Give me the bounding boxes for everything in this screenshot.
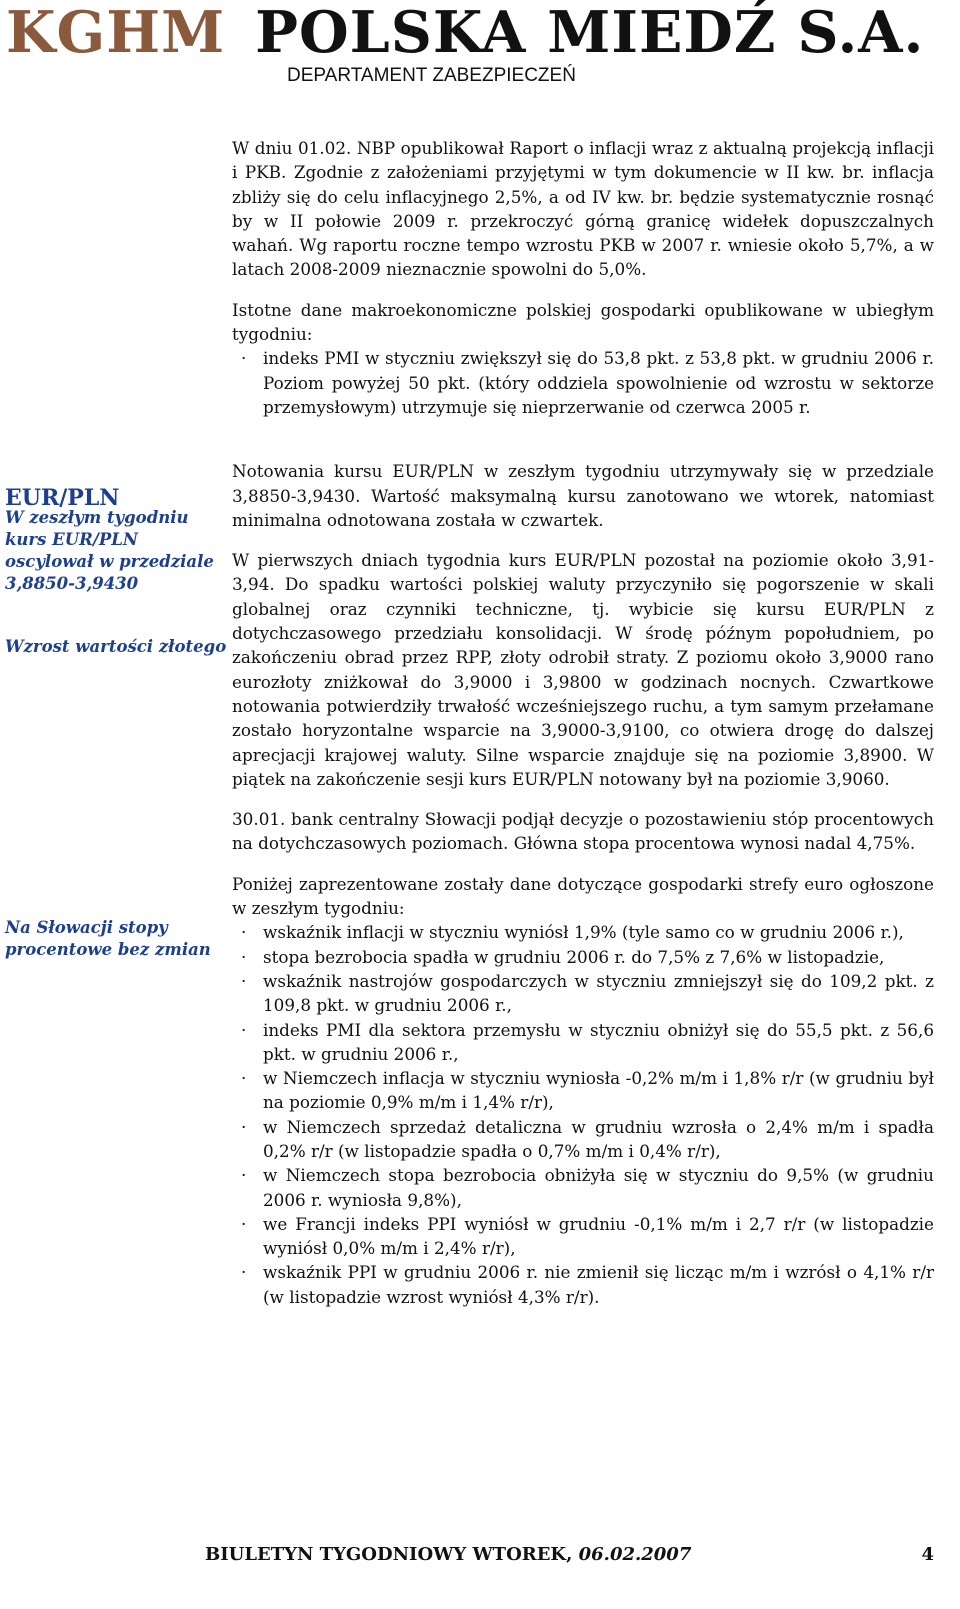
list-item: · wskaźnik inflacji w styczniu wyniósł 1,9% (tyle samo co w grudniu 2006 r.), [232, 920, 934, 944]
department-title: DEPARTAMENT ZABEZPIECZEŃ [287, 65, 576, 86]
sidebar-note-range: W zeszłym tygodniu kurs EUR/PLN oscylował w przedziale 3,8850-3,9430 [5, 508, 214, 593]
sidebar-note-slovakia: Na Słowacji stopy procentowe bez zmian [5, 918, 211, 959]
sidebar-title: EUR/PLN [5, 485, 120, 511]
paragraph-eurpln-range: Notowania kursu EUR/PLN w zeszłym tygodniu utrzymywały się w przedziale 3,8850-3,9430. Wartość maksymalną kursu zanotowano we wtorek, natomiast minimalna odnotowana została w czwartek. [232, 461, 934, 530]
brand-logo [6, 2, 924, 64]
list-item: · w Niemczech stopa bezrobocia obniżyła się w styczniu do 9,5% (w grudniu 2006 r. wyniosła 9,8%), [232, 1163, 934, 1212]
list-item: · stopa bezrobocia spadła w grudniu 2006 r. do 7,5% z 7,6% w listopadzie, [232, 945, 934, 969]
footer-bulletin [205, 1544, 691, 1565]
brand-kghm: KGHM [6, 0, 226, 66]
footer-date: 06.02.2007 [578, 1544, 692, 1565]
paragraph-eurpln-detail: W pierwszych dniach tygodnia kurs EUR/PLN pozostał na poziomie około 3,91-3,94. Do spadku wartości polskiej waluty przyczyniło się pogorszenie w skali globalnej oraz czynniki techniczne, tj. wybicie się kursu EUR/PLN z dotychczasowego przedziału konsolidacji. W środę późnym popołudniem, po zakończeniu obrad przez RPP, złoty odrobił straty. Z poziomu około 3,9000 rano eurozłoty zniżkował do 3,9000 i 3,9800 w godzinach nocnych. Czwartkowe notowania potwierdziły trwałość wcześniejszego ruchu, a tym samym przełamane zostało horyzontalne wsparcie na 3,9000-3,9100, co otwiera drogę do dalszej aprecjacji krajowej waluty. Silne wsparcie znajduje się na poziomie 3,8900. W piątek na zakończenie sesji kurs EUR/PLN notowany był na poziomie 3,9060. [232, 550, 934, 789]
list-item: · wskaźnik PPI w grudniu 2006 r. nie zmienił się licząc m/m i wzrósł o 4,1% r/r (w listopadzie wzrost wyniósł 4,3% r/r). [232, 1260, 934, 1309]
page-footer [205, 1540, 934, 1570]
list-item: · wskaźnik nastrojów gospodarczych w styczniu zmniejszył się do 109,2 pkt. z 109,8 pkt. w grudniu 2006 r., [232, 969, 934, 1018]
list-eurozone-data [232, 920, 934, 1309]
footer-bulletin-title: BIULETYN TYGODNIOWY WTOREK, [205, 1544, 573, 1565]
list-polish-data [232, 346, 934, 419]
paragraph-slovakia: 30.01. bank centralny Słowacji podjął decyzje o pozostawieniu stóp procentowych na dotychczasowych poziomach. Główna stopa procentowa wynosi nadal 4,75%. [232, 809, 934, 854]
paragraph-macro-intro: Istotne dane makroekonomiczne polskiej gospodarki opublikowane w ubiegłym tygodniu: [232, 299, 934, 345]
paragraph-eurozone-intro: Poniżej zaprezentowane zostały dane dotyczące gospodarki strefy euro ogłoszone w zeszłym tygodniu: [232, 873, 934, 919]
main-content [232, 136, 934, 1309]
brand-company-name: POLSKA MIEDŹ S.A. [255, 0, 925, 66]
sidebar-note-zloty: Wzrost wartości złotego [5, 637, 227, 656]
list-item: · w Niemczech inflacja w styczniu wyniosła -0,2% m/m i 1,8% r/r (w grudniu był na poziomie 0,9% m/m i 1,4% r/r), [232, 1066, 934, 1115]
list-item: · w Niemczech sprzedaż detaliczna w grudniu wzrosła o 2,4% m/m i spadła 0,2% r/r (w listopadzie spadła o 0,7% m/m i 0,4% r/r), [232, 1115, 934, 1164]
page-header [0, 0, 960, 100]
page-number: 4 [921, 1544, 934, 1565]
list-item: · we Francji indeks PPI wyniósł w grudniu -0,1% m/m i 2,7 r/r (w listopadzie wyniósł 0,0% m/m i 2,4% r/r), [232, 1212, 934, 1261]
list-item: · indeks PMI w styczniu zwiększył się do 53,8 pkt. z 53,8 pkt. w grudniu 2006 r. Poziom powyżej 50 pkt. (który oddziela spowolnienie od wzrostu w sektorze przemysłowym) utrzymuje się nieprzerwanie od czerwca 2005 r. [232, 346, 934, 419]
list-item: · indeks PMI dla sektora przemysłu w styczniu obniżył się do 55,5 pkt. z 56,6 pkt. w grudniu 2006 r., [232, 1018, 934, 1067]
paragraph-nbp-report: W dniu 01.02. NBP opublikował Raport o inflacji wraz z aktualną projekcją inflacji i PKB. Zgodnie z założeniami przyjętymi w tym dokumencie w II kw. br. inflacja zbliży się do celu inflacyjnego 2,5%, a od IV kw. br. będzie systematycznie rosnąć by w II połowie 2009 r. przekroczyć górną granicę widełek dopuszczalnych wahań. Wg raportu roczne tempo wzrostu PKB w 2007 r. wniesie około 5,7%, a w latach 2008-2009 nieznacznie spowolni do 5,0%. [232, 138, 934, 280]
